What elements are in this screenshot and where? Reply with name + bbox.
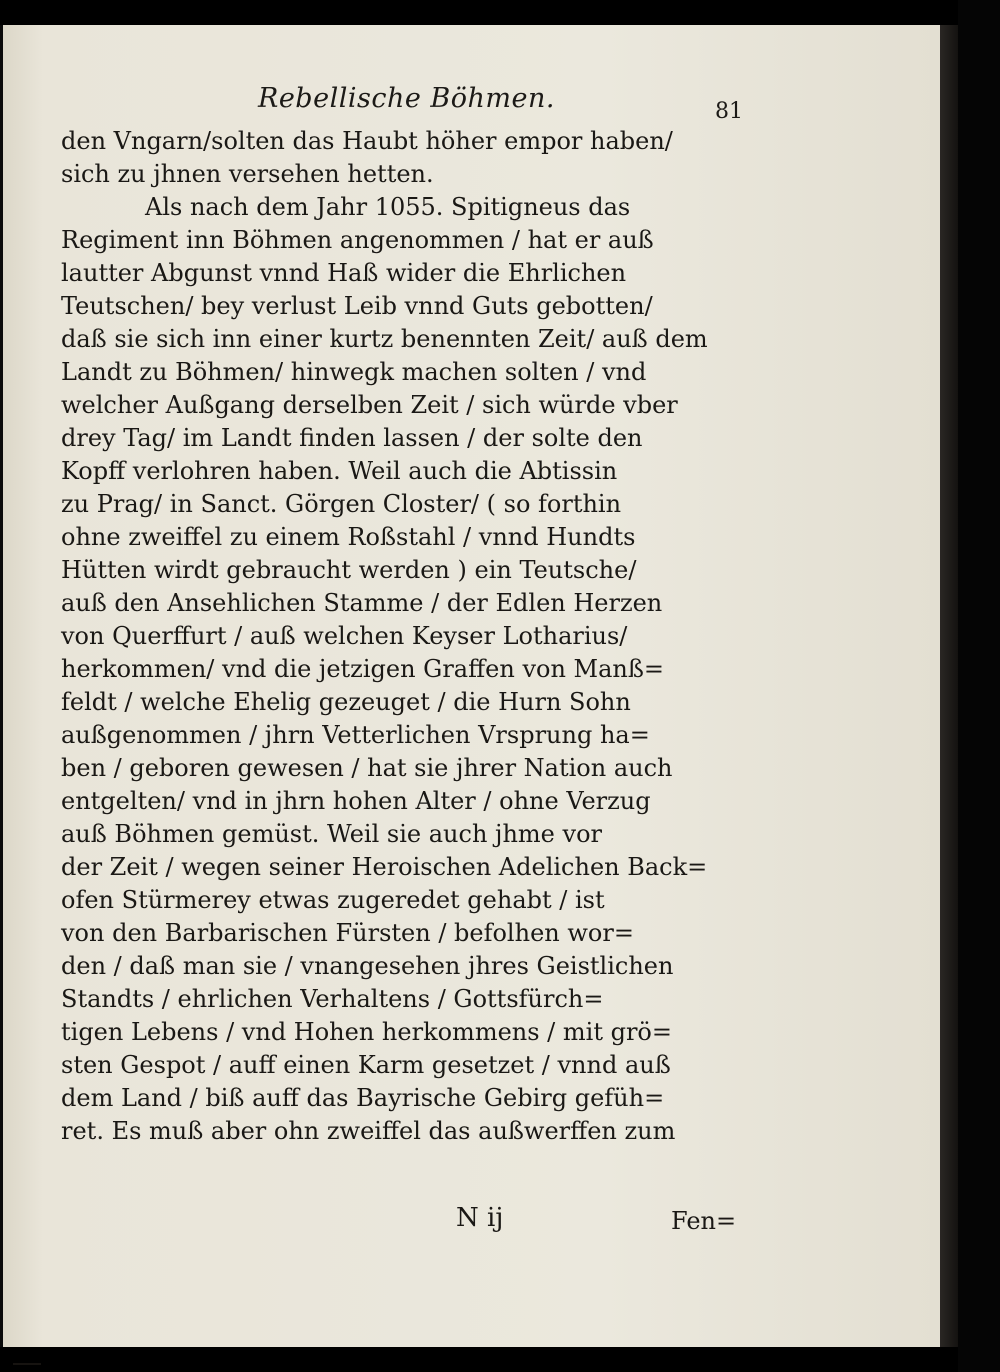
text-line: von Querffurt / auß welchen Keyser Lotharius/	[61, 622, 628, 650]
text-line: Landt zu Böhmen/ hinwegk machen solten / vnd	[61, 358, 647, 386]
body-text	[61, 125, 761, 1148]
text-line: welcher Außgang derselben Zeit / sich würde vber	[61, 391, 678, 419]
text-line: lautter Abgunst vnnd Haß wider die Ehrlichen	[61, 259, 627, 287]
text-line: dem Land / biß auff das Bayrische Gebirg gefüh=	[61, 1084, 665, 1112]
text-line: auß Böhmen gemüst. Weil sie auch jhme vor	[61, 820, 602, 848]
signature-mark: N ij	[456, 1203, 504, 1233]
book-page	[3, 25, 940, 1347]
catchword: Fen=	[671, 1207, 737, 1235]
text-line: der Zeit / wegen seiner Heroischen Adelichen Back=	[61, 853, 708, 881]
text-line: Teutschen/ bey verlust Leib vnnd Guts gebotten/	[61, 292, 653, 320]
text-line: ofen Stürmerey etwas zugeredet gehabt / ist	[61, 886, 605, 914]
page-number: 81	[715, 99, 743, 124]
text-line: sten Gespot / auff einen Karm gesetzet / vnnd auß	[61, 1051, 671, 1079]
text-line: den Vngarn/solten das Haubt höher empor haben/	[61, 127, 673, 155]
text-line: herkommen/ vnd die jetzigen Graffen von Manß=	[61, 655, 665, 683]
text-line: auß den Ansehlichen Stamme / der Edlen Herzen	[61, 589, 663, 617]
background-strip	[958, 0, 1000, 1372]
text-line: Standts / ehrlichen Verhaltens / Gottsfürch=	[61, 985, 604, 1013]
text-line: Als nach dem Jahr 1055. Spitigneus das	[145, 193, 631, 221]
text-line: zu Prag/ in Sanct. Görgen Closter/ ( so forthin	[61, 490, 622, 518]
text-line: Kopff verlohren haben. Weil auch die Abtissin	[61, 457, 618, 485]
page-stain	[13, 1345, 41, 1365]
page-edge-shadow	[940, 25, 958, 1347]
text-line: Hütten wirdt gebraucht werden ) ein Teutsche/	[61, 556, 637, 584]
text-line: außgenommen / jhrn Vetterlichen Vrsprung ha=	[61, 721, 650, 749]
text-line: ohne zweiffel zu einem Roßstahl / vnnd Hundts	[61, 523, 636, 551]
text-line: daß sie sich inn einer kurtz benennten Zeit/ auß dem	[61, 325, 708, 353]
text-line: tigen Lebens / vnd Hohen herkommens / mit grö=	[61, 1018, 672, 1046]
text-line: ret. Es muß aber ohn zweiffel das außwerffen zum	[61, 1117, 676, 1145]
text-line: ben / geboren gewesen / hat sie jhrer Nation auch	[61, 754, 673, 782]
text-line: von den Barbarischen Fürsten / befolhen wor=	[61, 919, 634, 947]
text-line: Regiment inn Böhmen angenommen / hat er auß	[61, 226, 654, 254]
running-head: Rebellische Böhmen.	[258, 83, 555, 114]
text-line: feldt / welche Ehelig gezeuget / die Hurn Sohn	[61, 688, 631, 716]
text-line: drey Tag/ im Landt finden lassen / der solte den	[61, 424, 643, 452]
text-line: den / daß man sie / vnangesehen jhres Geistlichen	[61, 952, 674, 980]
text-line: entgelten/ vnd in jhrn hohen Alter / ohne Verzug	[61, 787, 651, 815]
text-line: sich zu jhnen versehen hetten.	[61, 160, 434, 188]
